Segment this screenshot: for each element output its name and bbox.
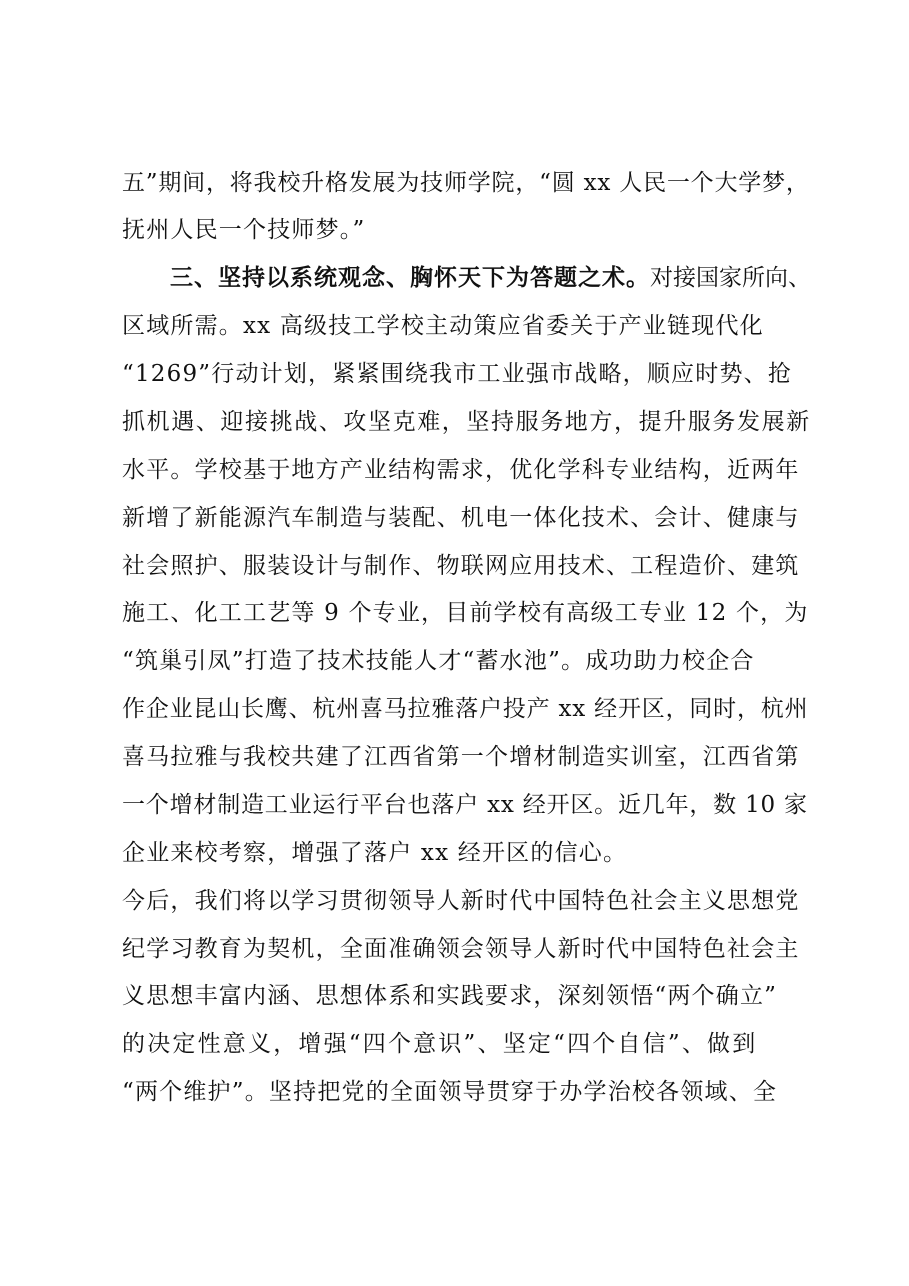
text-line: 五”期间，将我校升格发展为技师学院，“圆 xx 人民一个大学梦， [122,170,810,196]
text-line: 区域所需。xx 高级技工学校主动策应省委关于产业链现代化 [122,313,764,339]
text-line: 一个增材制造工业运行平台也落户 xx 经开区。近几年，数 10 家 [122,792,808,818]
text-line: 水平。学校基于地方产业结构需求，优化学科专业结构，近两年 [122,457,800,483]
section-heading-tail: 对接国家所向、 [650,265,811,291]
text-line: 义思想丰富内涵、思想体系和实践要求，深刻领悟“两个确立” [122,983,778,1009]
text-line: 今后，我们将以学习贯彻领导人新时代中国特色社会主义思想党 [122,888,800,914]
text-line: 施工、化工工艺等 9 个专业，目前学校有高级工专业 12 个，为 [122,600,809,626]
text-line: 企业来校考察，增强了落户 xx 经开区的信心。 [122,840,628,866]
text-line: “筑巢引凤”打造了技术技能人才“蓄水池”。成功助力校企合 [122,648,755,674]
text-line: 社会照护、服装设计与制作、物联网应用技术、工程造价、建筑 [122,553,800,579]
text-line: 抓机遇、迎接挑战、攻坚克难，坚持服务地方，提升服务发展新 [122,409,811,435]
section-heading-line [170,258,812,298]
text-line: 抚州人民一个技师梦。” [122,217,366,243]
text-line: 作企业昆山长鹰、杭州喜马拉雅落户投产 xx 经开区，同时，杭州 [122,696,809,722]
text-line: 新增了新能源汽车制造与装配、机电一体化技术、会计、健康与 [122,505,800,531]
text-line: 的决定性意义，增强“四个意识”、坚定“四个自信”、做到 [122,1031,758,1057]
text-line: 纪学习教育为契机，全面准确领会领导人新时代中国特色社会主 [122,936,800,962]
section-heading: 三、坚持以系统观念、胸怀天下为答题之术。 [170,265,650,291]
text-line: “1269”行动计划，紧紧围绕我市工业强市战略，顺应时势、抢 [122,361,793,387]
text-line: “两个维护”。坚持把党的全面领导贯穿于办学治校各领域、全 [122,1079,778,1105]
text-line: 喜马拉雅与我校共建了江西省第一个增材制造实训室，江西省第 [122,744,800,770]
